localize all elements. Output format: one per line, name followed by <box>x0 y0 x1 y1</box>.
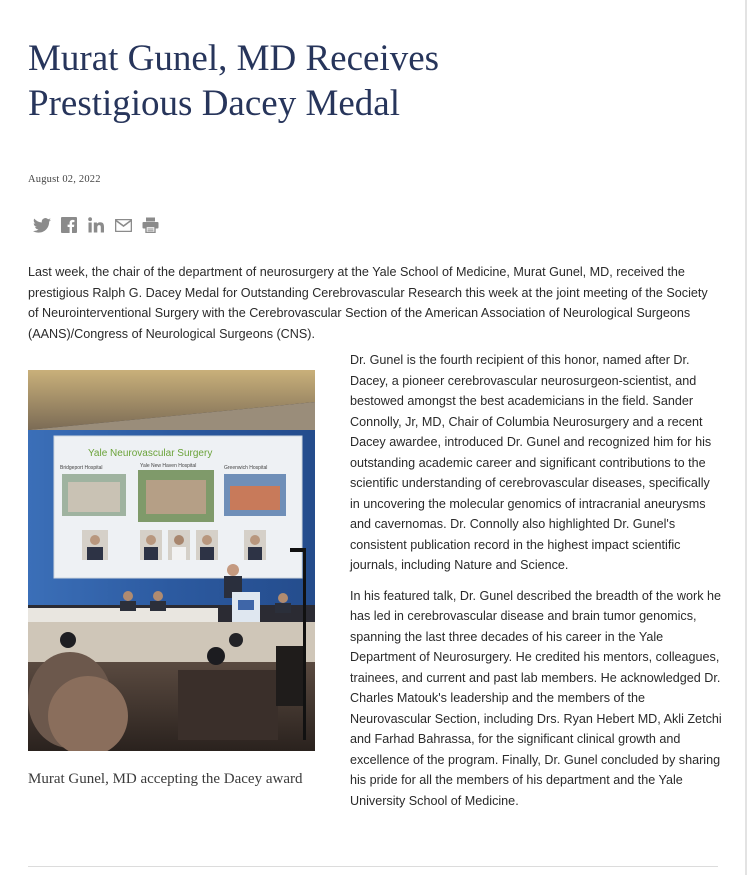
share-bar <box>32 214 160 236</box>
twitter-icon[interactable] <box>32 215 52 235</box>
slide-hospital-3: Greenwich Hospital <box>224 465 268 471</box>
bottom-divider <box>28 866 718 867</box>
body-paragraph-1: Dr. Gunel is the fourth recipient of this honor, named after Dr. Dacey, a pioneer cerebrovascular neurosurgeon-scientist, and bestowed amongst the best academicians in the field. Sander Connolly, Jr, MD, Chair of Columbia Neurosurgery and a recent Dacey awardee, introduced Dr. Gunel and recognized him for his outstanding academic career and significant contributions to the scientific understanding of cerebrovascular diseases, specifically in uncovering the molecular genomics of intracranial aneurysms and cavernomas. Dr. Connolly also highlighted Dr. Gunel's consistent publication record in the highest impact scientific journals, including Nature and Science. <box>350 353 712 572</box>
slide-hospital-1: Bridgeport Hospital <box>60 465 103 471</box>
email-icon[interactable] <box>113 215 133 235</box>
publish-date: August 02, 2022 <box>28 174 101 185</box>
award-photo-illustration <box>28 370 315 751</box>
intro-paragraph: Last week, the chair of the department of neurosurgery at the Yale School of Medicine, Murat Gunel, MD, received the prestigious Ralph G. Dacey Medal for Outstanding Cerebrovascular Research this week at the joint meeting of the Society of Neurointerventional Surgery with the Cerebrovascular Section of the American Association of Neurological Surgeons (AANS)/Congress of Neurological Surgeons (CNS). <box>28 265 708 341</box>
slide-heading: Yale Neurovascular Surgery <box>88 448 213 459</box>
article-body <box>350 350 722 821</box>
body-paragraph-2: In his featured talk, Dr. Gunel described the breadth of the work he has led in cerebrovascular disease and brain tumor genomics, spanning the last three decades of his career in the Yale Department of Neurosurgery. He credited his mentors, colleagues, trainees, and current and past lab members. He acknowledged Dr. Charles Matouk's leadership and the members of the Neurovascular Section, including Drs. Ryan Hebert MD, Akli Zetchi and Farhad Bahrassa, for the significant clinical growth and excellence of the program. Finally, Dr. Gunel concluded by sharing his pride for all the members of his department and the Yale University School of Medicine. <box>350 588 722 808</box>
linkedin-icon[interactable] <box>86 215 106 235</box>
award-photo <box>28 370 315 751</box>
page-title: Murat Gunel, MD Receives Prestigious Dacey Medal <box>28 38 440 124</box>
print-icon[interactable] <box>140 215 160 235</box>
photo-caption: Murat Gunel, MD accepting the Dacey award <box>28 771 303 787</box>
facebook-icon[interactable] <box>59 215 79 235</box>
slide-hospital-2: Yale New Haven Hospital <box>140 463 197 469</box>
